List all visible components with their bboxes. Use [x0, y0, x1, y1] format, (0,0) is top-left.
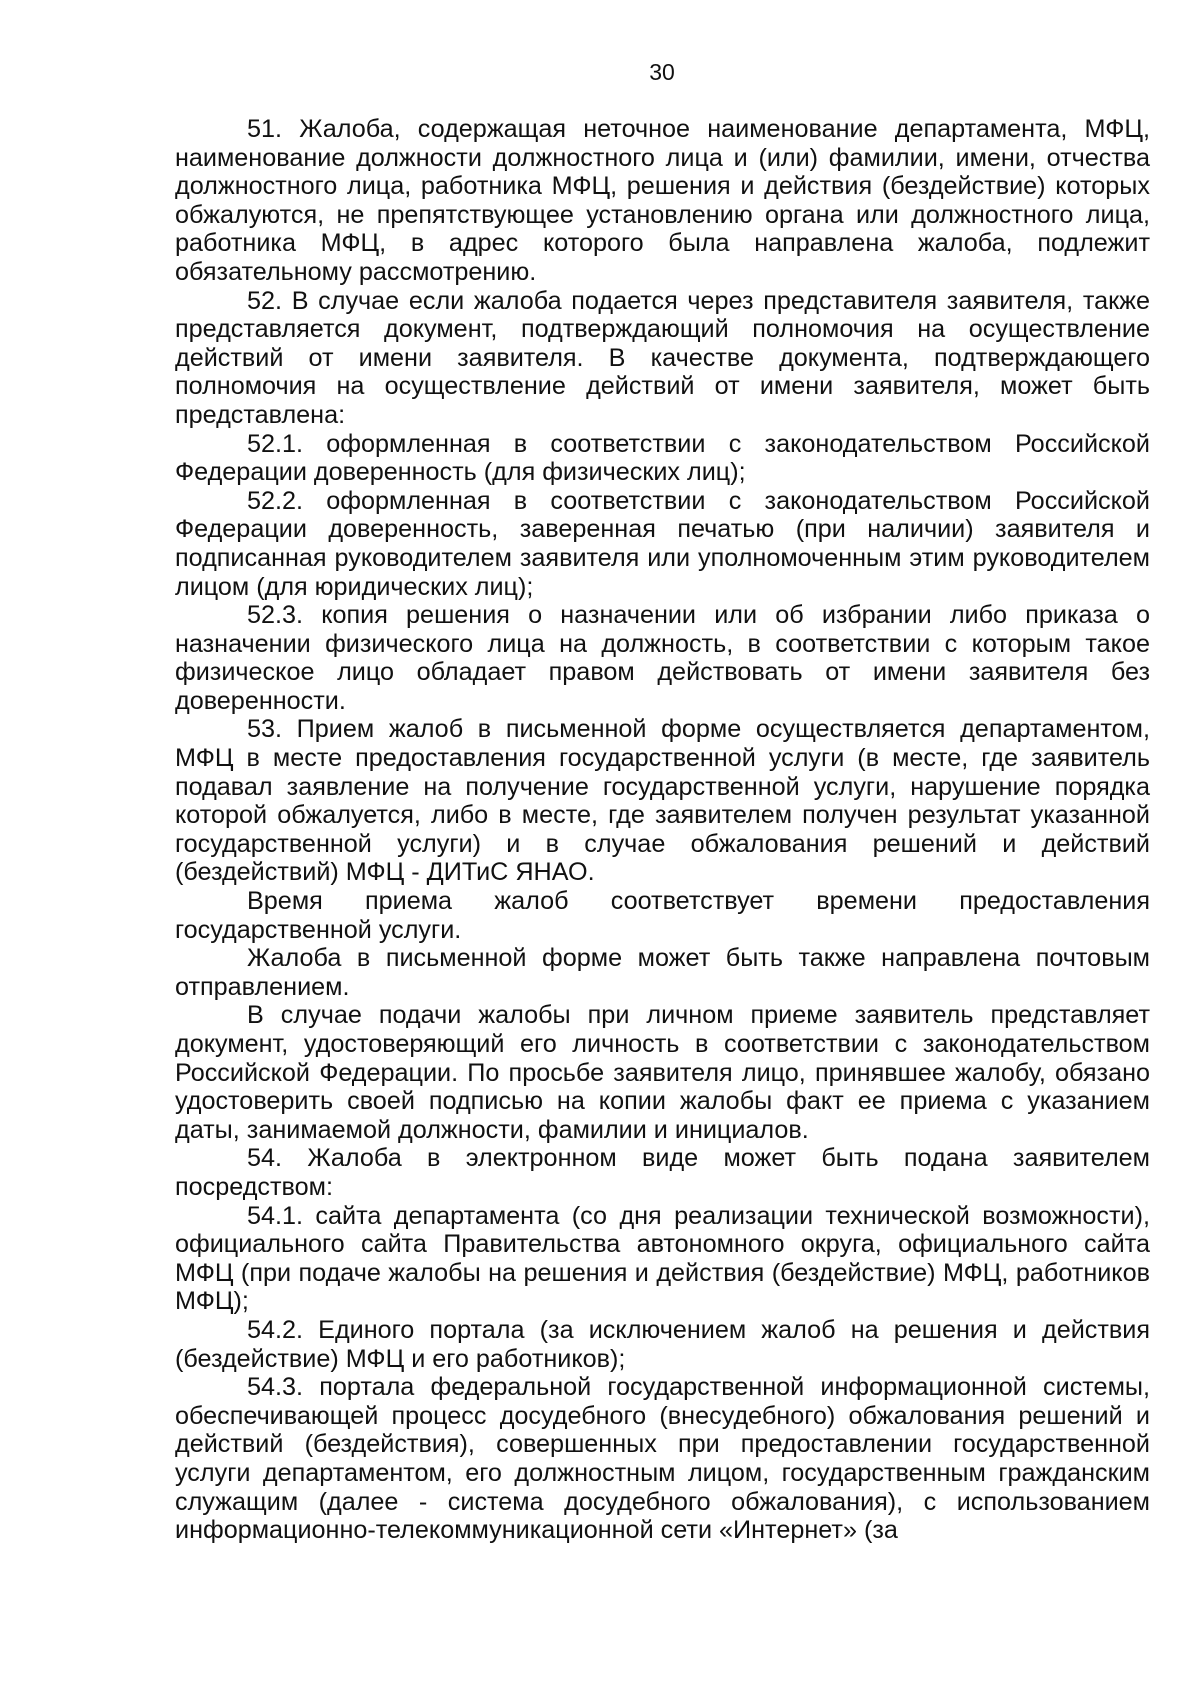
paragraph-53: 53. Прием жалоб в письменной форме осуществляется департаментом, МФЦ в месте предоставления государственной услуги (в месте, где заявитель подавал заявление на получение государственной услуги, нарушение порядка которой обжалуется, либо в месте, где заявителем получен результат указанной государственной услуги) и в случае обжалования решений и действий (бездействий) МФЦ - ДИТиС ЯНАО. — [175, 715, 1150, 887]
paragraph-51: 51. Жалоба, содержащая неточное наименование департамента, МФЦ, наименование должности должностного лица и (или) фамилии, имени, отчества должностного лица, работника МФЦ, решения и действия (бездействие) которых обжалуются, не препятствующее установлению органа или должностного лица, работника МФЦ, в адрес которого была направлена жалоба, подлежит обязательному рассмотрению. — [175, 115, 1150, 286]
paragraph-54: 54. Жалоба в электронном виде может быть подана заявителем посредством: — [175, 1144, 1150, 1201]
document-body — [175, 115, 1150, 1545]
paragraph-52: 52. В случае если жалоба подается через представителя заявителя, также представляется документ, подтверждающий полномочия на осуществление действий от имени заявителя. В качестве документа, подтверждающего полномочия на осуществление действий от имени заявителя, может быть представлена: — [175, 286, 1150, 429]
paragraph-54-1: 54.1. сайта департамента (со дня реализации технической возможности), официального сайта Правительства автономного округа, официального сайта МФЦ (при подаче жалобы на решения и действия (бездействие) МФЦ, работников МФЦ); — [175, 1201, 1150, 1316]
paragraph-53-post: Жалоба в письменной форме может быть также направлена почтовым отправлением. — [175, 944, 1150, 1001]
paragraph-53-personal: В случае подачи жалобы при личном приеме заявитель представляет документ, удостоверяющий его личность в соответствии с законодательством Российской Федерации. По просьбе заявителя лицо, принявшее жалобу, обязано удостоверить своей подписью на копии жалобы факт ее приема с указанием даты, занимаемой должности, фамилии и инициалов. — [175, 1001, 1150, 1144]
paragraph-52-1: 52.1. оформленная в соответствии с законодательством Российской Федерации доверенность (для физических лиц); — [175, 429, 1150, 487]
paragraph-52-3: 52.3. копия решения о назначении или об избрании либо приказа о назначении физического лица на должность, в соответствии с которым такое физическое лицо обладает правом действовать от имени заявителя без доверенности. — [175, 601, 1150, 715]
page-number: 30 — [649, 59, 675, 85]
paragraph-54-3: 54.3. портала федеральной государственной информационной системы, обеспечивающей процесс досудебного (внесудебного) обжалования решений и действий (бездействия), совершенных при предоставлении государственной услуги департаментом, его должностным лицом, государственным гражданским служащим (далее - система досудебного обжалования), с использованием информационно-телекоммуникационной сети «Интернет» (за — [175, 1373, 1150, 1545]
paragraph-54-2: 54.2. Единого портала (за исключением жалоб на решения и действия (бездействие) МФЦ и его работников); — [175, 1315, 1150, 1373]
paragraph-52-2: 52.2. оформленная в соответствии с законодательством Российской Федерации доверенность, заверенная печатью (при наличии) заявителя и подписанная руководителем заявителя или уполномоченным этим руководителем лицом (для юридических лиц); — [175, 486, 1150, 601]
paragraph-53-time: Время приема жалоб соответствует времени предоставления государственной услуги. — [175, 887, 1150, 944]
